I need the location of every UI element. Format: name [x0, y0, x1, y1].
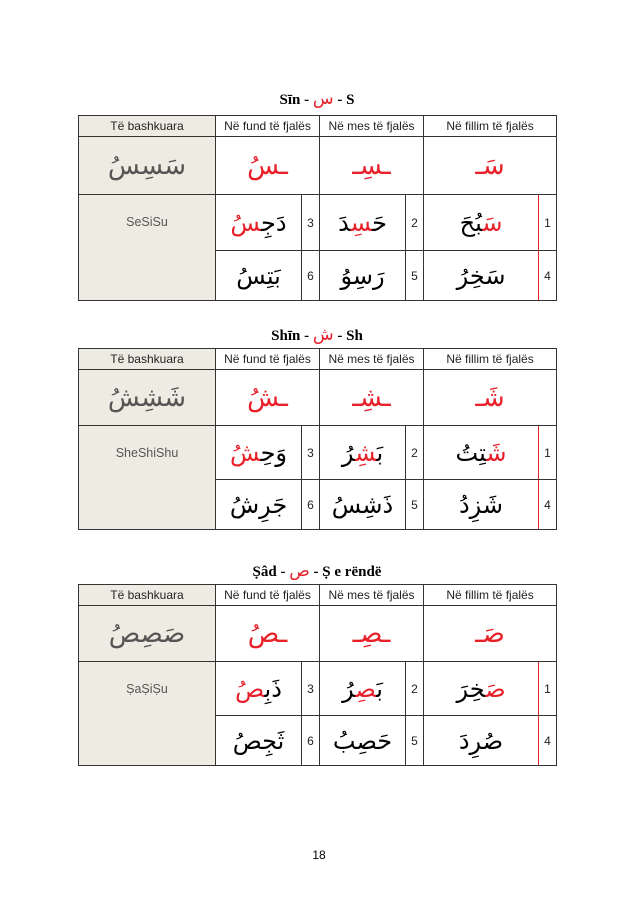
- header-mid: Në mes të fjalës: [320, 585, 424, 606]
- word-number-4: 4: [539, 716, 557, 766]
- word-number-3: 3: [302, 195, 320, 251]
- title-sound: S: [346, 92, 355, 108]
- header-row: [79, 585, 557, 606]
- word-6: بَتِسُ: [216, 251, 302, 301]
- joined-form: شَشِشُ: [79, 370, 216, 426]
- translit: ṢaṢiṢu: [79, 662, 216, 766]
- page-number: 18: [312, 848, 326, 862]
- word-2: بَشِرُ: [320, 426, 406, 480]
- title-latin: Sīn: [279, 92, 301, 108]
- title-arabic: س: [312, 89, 334, 109]
- word-5: ذَشِسُ: [320, 480, 406, 530]
- word-number-4: 4: [539, 480, 557, 530]
- word-number-3: 3: [302, 662, 320, 716]
- word-number-6: 6: [302, 480, 320, 530]
- title-latin: Ṣâd: [252, 564, 277, 580]
- translit: SeSiSu: [79, 195, 216, 301]
- translit: SheShiShu: [79, 426, 216, 530]
- title-arabic: ص: [289, 561, 310, 581]
- title-sound: Sh: [346, 328, 363, 344]
- title-latin: Shīn: [271, 328, 301, 344]
- form-start: صَـ: [424, 606, 557, 662]
- header-mid: Në mes të fjalës: [320, 116, 424, 137]
- word-2: حَسِدَ: [320, 195, 406, 251]
- form-start: شَـ: [424, 370, 557, 426]
- word-3: وَحِشُ: [216, 426, 302, 480]
- word-2: بَصِرُ: [320, 662, 406, 716]
- word-number-1: 1: [539, 662, 557, 716]
- word-5: رَسِوُ: [320, 251, 406, 301]
- section-title: Sīn - س - S: [279, 89, 355, 109]
- section-title: Ṣâd - ص - Ṣ e rëndë: [252, 561, 382, 581]
- letter-table: [78, 584, 557, 766]
- header-row: [79, 116, 557, 137]
- forms-row: [79, 606, 557, 662]
- word-1: صَخِرَ: [424, 662, 539, 716]
- header-end: Në fund të fjalës: [216, 349, 320, 370]
- header-end: Në fund të fjalës: [216, 116, 320, 137]
- form-mid: ـشِـ: [320, 370, 424, 426]
- letter-table: [78, 115, 557, 301]
- form-end: ـصُ: [216, 606, 320, 662]
- word-3: دَجِسُ: [216, 195, 302, 251]
- word-number-5: 5: [406, 480, 424, 530]
- forms-row: [79, 137, 557, 195]
- title-arabic: ش: [312, 325, 334, 345]
- words-row-1: [79, 662, 557, 716]
- word-6: ثَجِصُ: [216, 716, 302, 766]
- section-title: Shīn - ش - Sh: [271, 325, 363, 345]
- word-5: حَصِبُ: [320, 716, 406, 766]
- words-row-1: [79, 195, 557, 251]
- joined-form: سَسِسُ: [79, 137, 216, 195]
- header-joined: Të bashkuara: [79, 116, 216, 137]
- header-row: [79, 349, 557, 370]
- title-sound: Ṣ e rëndë: [322, 564, 382, 580]
- header-joined: Të bashkuara: [79, 349, 216, 370]
- word-number-1: 1: [539, 426, 557, 480]
- words-row-1: [79, 426, 557, 480]
- word-number-2: 2: [406, 195, 424, 251]
- word-number-2: 2: [406, 426, 424, 480]
- word-4: شَزِدُ: [424, 480, 539, 530]
- form-end: ـشُ: [216, 370, 320, 426]
- header-start: Në fillim të fjalës: [424, 116, 557, 137]
- word-number-4: 4: [539, 251, 557, 301]
- form-start: سَـ: [424, 137, 557, 195]
- header-start: Në fillim të fjalës: [424, 585, 557, 606]
- header-joined: Të bashkuara: [79, 585, 216, 606]
- word-number-5: 5: [406, 716, 424, 766]
- header-start: Në fillim të fjalës: [424, 349, 557, 370]
- word-1: سَبُحَ: [424, 195, 539, 251]
- word-6: جَرِشُ: [216, 480, 302, 530]
- word-number-1: 1: [539, 195, 557, 251]
- header-mid: Në mes të fjalës: [320, 349, 424, 370]
- forms-row: [79, 370, 557, 426]
- word-number-2: 2: [406, 662, 424, 716]
- joined-form: صَصِصُ: [79, 606, 216, 662]
- form-mid: ـسِـ: [320, 137, 424, 195]
- word-4: سَخِرُ: [424, 251, 539, 301]
- word-3: ذَبِصُ: [216, 662, 302, 716]
- form-end: ـسُ: [216, 137, 320, 195]
- word-4: صُرِدَ: [424, 716, 539, 766]
- word-number-6: 6: [302, 716, 320, 766]
- word-number-5: 5: [406, 251, 424, 301]
- word-number-6: 6: [302, 251, 320, 301]
- header-end: Në fund të fjalës: [216, 585, 320, 606]
- letter-table: [78, 348, 557, 530]
- word-number-3: 3: [302, 426, 320, 480]
- word-1: شَتِتُ: [424, 426, 539, 480]
- form-mid: ـصِـ: [320, 606, 424, 662]
